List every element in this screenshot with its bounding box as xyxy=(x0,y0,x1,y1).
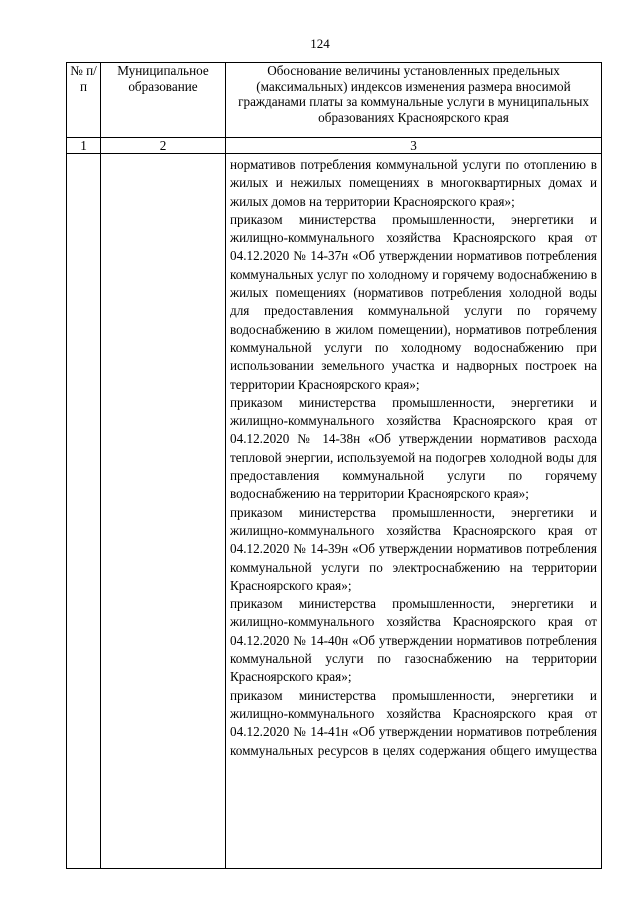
municipality-cell xyxy=(101,154,226,869)
paragraph: приказом министерства промышленности, энергетики и жилищно-коммунального хозяйства Красноярского края от 04.12.2020 № 14-41н «Об утверждении нормативов потребления коммунальных ресурсов в целях содержания общего имущества xyxy=(230,687,597,758)
row-number-cell xyxy=(67,154,101,869)
column-number: 1 xyxy=(67,138,101,154)
column-number-row xyxy=(67,138,602,154)
column-number: 2 xyxy=(101,138,226,154)
paragraph: приказом министерства промышленности, энергетики и жилищно-коммунального хозяйства Красноярского края от 04.12.2020 № 14-37н «Об утверждении нормативов потребления коммунальных услуг по холодному и горячему водоснабжению в жилых помещениях (нормативов потребления холодной воды для предоставления коммунальной услуги по горячему водоснабжению в жилом помещении), нормативов потребления коммунальной услуги по холодному водоснабжению при использовании земельного участка и надворных построек на территории Красноярского края»; xyxy=(230,211,597,392)
page-number: 124 xyxy=(310,36,330,51)
header-municipality: Муниципальное образование xyxy=(101,63,226,138)
paragraph: приказом министерства промышленности, энергетики и жилищно-коммунального хозяйства Красноярского края от 04.12.2020 № 14-38н «Об утверждении нормативов расхода тепловой энергии, используемой на подогрев холодной воды для предоставления коммунальной услуги по горячему водоснабжению на территории Красноярского края»; xyxy=(230,394,597,502)
column-number: 3 xyxy=(226,138,602,154)
paragraph: приказом министерства промышленности, энергетики и жилищно-коммунального хозяйства Красноярского края от 04.12.2020 № 14-39н «Об утверждении нормативов потребления коммунальной услуги по электроснабжению на территории Красноярского края»; xyxy=(230,504,597,593)
paragraph: нормативов потребления коммунальной услуги по отоплению в жилых и нежилых помещениях в многоквартирных домах и жилых домов на территории Красноярского края»; xyxy=(230,157,597,209)
table-header-row xyxy=(67,63,602,138)
justification-table xyxy=(66,62,602,869)
table-row xyxy=(67,154,602,869)
header-number: № п/п xyxy=(67,63,101,138)
header-justification: Обоснование величины установленных предельных (максимальных) индексов изменения размера вносимой гражданами платы за коммунальные услуги в муниципальных образованиях Красноярского края xyxy=(226,63,602,138)
justification-cell xyxy=(226,154,602,869)
paragraph: приказом министерства промышленности, энергетики и жилищно-коммунального хозяйства Красноярского края от 04.12.2020 № 14-40н «Об утверждении нормативов потребления коммунальной услуги по газоснабжению на территории Красноярского края»; xyxy=(230,596,597,685)
